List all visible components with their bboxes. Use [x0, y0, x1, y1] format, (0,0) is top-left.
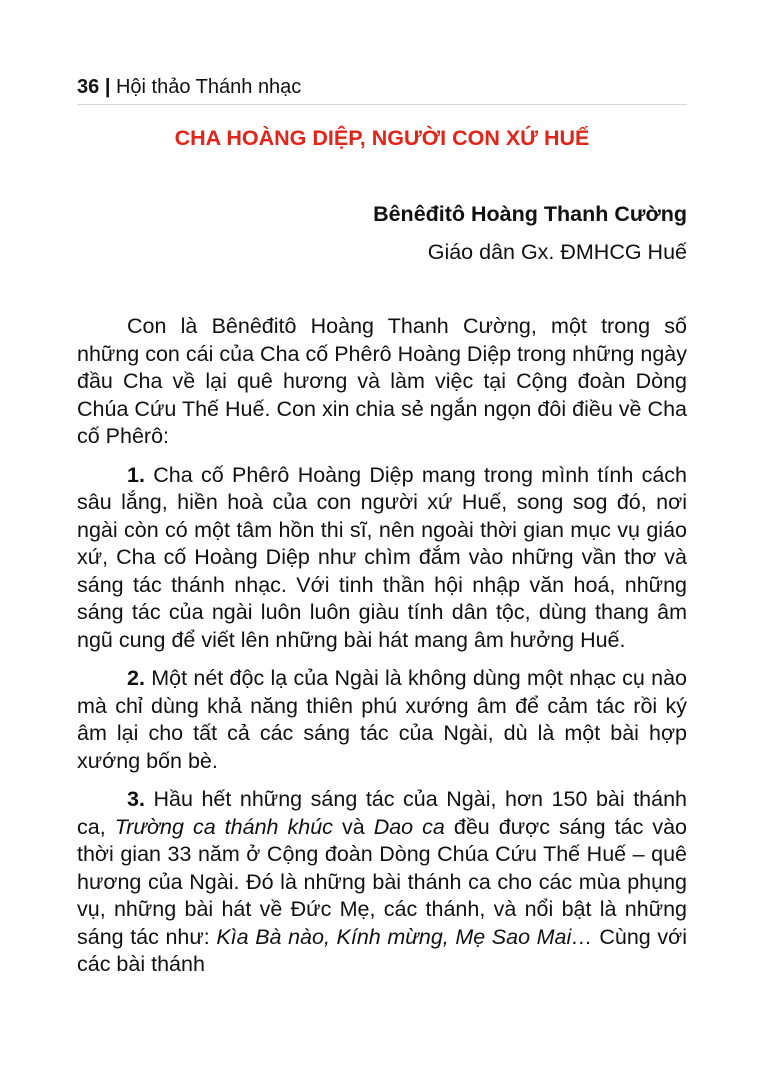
header-separator: | [104, 76, 111, 98]
paragraph-3-text-b: và [332, 814, 374, 839]
paragraph-intro: Con là Bênêđitô Hoàng Thanh Cường, một trong số những con cái của Cha cố Phêrô Hoàng Diệp trong những ngày đầu Cha về lại quê hương và làm việc tại Cộng đoàn Dòng Chúa Cứu Thế Huế. Con xin chia sẻ ngắn ngọn đôi điều về Cha cố Phêrô: [77, 314, 687, 448]
paragraph-3-text-c: đều được sáng tác vào thời gian 33 năm ở Cộng đoàn Dòng Chúa Cứu Thế Huế – quê hương của Ngài. Đó là những bài thánh ca cho các mùa phụng vụ, những bài hát về Đức Mẹ, các thánh, và nổi bật là những sáng tác như: [77, 814, 687, 949]
article-body [77, 313, 687, 990]
song-titles-list: Kìa Bà nào, Kính mừng, Mẹ Sao Mai… [216, 924, 593, 949]
running-header [77, 74, 687, 105]
paragraph-3-text-d: Cùng với các bài thánh [77, 924, 687, 976]
paragraph-1-text: Cha cố Phêrô Hoàng Diệp mang trong mình tính cách sâu lắng, hiền hoà của con người xứ Huế, song sog đó, nơi ngài còn có một tâm hồn thi sĩ, nên ngoài thời gian mục vụ giáo xứ, Cha cố Hoàng Diệp như chìm đắm vào những vần thơ và sáng tác thánh nhạc. Với tinh thần hội nhập văn hoá, những sáng tác của ngài luôn luôn giàu tính dân tộc, dùng thang âm ngũ cung để viết lên những bài hát mang âm hưởng Huế. [77, 462, 687, 652]
paragraph-2-number: 2. [127, 666, 145, 690]
song-title-truong-ca: Trường ca thánh khúc [114, 814, 333, 839]
paragraph-3 [77, 786, 687, 979]
paragraph-2 [77, 665, 687, 775]
article-title: CHA HOÀNG DIỆP, NGƯỜI CON XỨ HUẾ [174, 126, 590, 150]
page-number: 36 [77, 76, 100, 98]
song-title-dao-ca: Dao ca [373, 814, 445, 839]
paragraph-2-text: Một nét độc lạ của Ngài là không dùng một nhạc cụ nào mà chỉ dùng khả năng thiên phú xướng âm để cảm tác rồi ký âm lại cho tất cả các sáng tác của Ngài, dù là một bài hợp xướng bốn bè. [77, 666, 687, 773]
paragraph-3-text-a: Hầu hết những sáng tác của Ngài, hơn 150 bài thánh ca, [77, 787, 687, 839]
book-title: Hội thảo Thánh nhạc [115, 76, 302, 98]
paragraph-1-number: 1. [127, 462, 145, 487]
paragraph-1 [77, 462, 687, 655]
author-block [77, 198, 687, 268]
author-affiliation: Giáo dân Gx. ĐMHCG Huế [427, 240, 687, 264]
author-name: Bênêđitô Hoàng Thanh Cường [373, 202, 687, 226]
paragraph-3-number: 3. [127, 787, 145, 811]
